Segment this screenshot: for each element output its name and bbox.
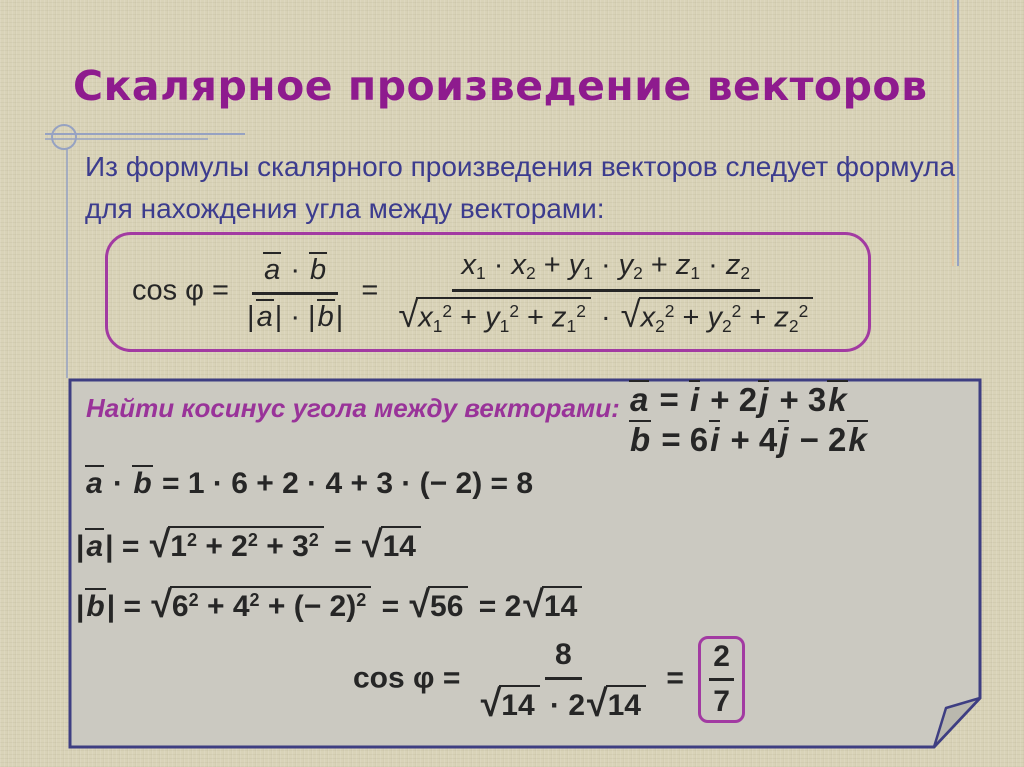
- cosine-formula: cos φ = $\frac{a \cdot b}{|a| \cdot |b|}$ = $\frac{x1 \cdot x2 + y1 \cdot y2 + z1 \cdot z2}{√x1^2 + y1^2 + z1^2 \cdot √x2^2 + y2^2 + z2^2}$: [132, 247, 825, 337]
- task-box: [68, 378, 982, 749]
- cosine-formula-box: [105, 232, 871, 352]
- cosine-result-line: cos φ = $\frac{8}{√14 \cdot 2√14}$ = $\frac{2}{7}$: [353, 636, 745, 723]
- compass-circle-icon: [52, 125, 76, 149]
- intro-line1: Из формулы скалярного произведения векторов следует формула: [85, 151, 956, 182]
- task-prompt: Найти косинус угола между векторами:: [86, 393, 620, 423]
- vector-definitions: [628, 380, 869, 461]
- slide-title: Скалярное произведение векторов: [73, 62, 928, 110]
- vector-a-definition: a = i + 2j + 3k: [630, 381, 847, 418]
- task-content: [68, 378, 982, 749]
- vector-b-definition: b = 6i + 4j − 2k: [630, 421, 867, 459]
- magnitude-a-line: $|a| = √1^2 + 2^2 + 3^2 = √14$: [76, 526, 423, 564]
- intro-line2: для нахождения угла между векторами:: [85, 193, 605, 224]
- dot-product-line: a · b = 1 · 6 + 2 · 4 + 3 · (− 2) = 8: [86, 467, 534, 500]
- magnitude-b-line: $|b| = √6^2 + 4^2$ + (− 2)$^2$ = √56 = 2√14: [76, 586, 584, 624]
- intro-text: [85, 146, 975, 230]
